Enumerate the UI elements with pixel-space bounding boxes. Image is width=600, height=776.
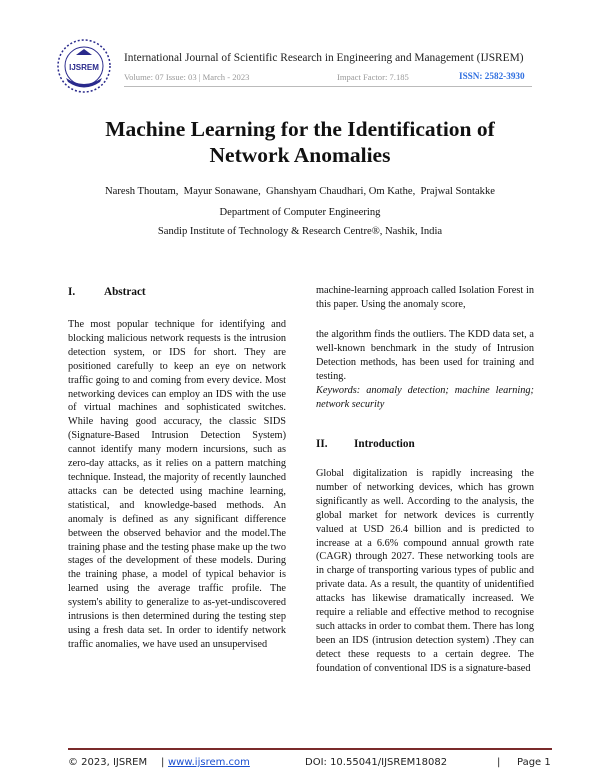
footer-separator-2: |	[497, 757, 501, 768]
abstract-continued-2	[316, 328, 534, 411]
abstract-number: I.	[68, 286, 76, 298]
abstract-heading: Abstract	[104, 286, 146, 298]
journal-title: International Journal of Scientific Research in Engineering and Management (IJSREM)	[124, 52, 524, 64]
footer-rule	[68, 748, 552, 750]
issn: ISSN: 2582-3930	[459, 71, 525, 81]
footer-separator: |	[161, 757, 165, 768]
intro-heading: Introduction	[354, 438, 415, 450]
abstract-continued-text-2: the algorithm finds the outliers. The KDD data set, a well-known benchmark in the study of Intrusion Detection methods, has been used for training and testing.	[316, 329, 534, 382]
intro-body	[316, 467, 534, 676]
abstract-text: The most popular technique for identifying and blocking malicious network requests is the intrusion detection system, or IDS for short. They are positioned carefully to keep an eye on network traffic going to and coming from every device. Most networking devices can employ an IDS with the use of virtual machines and sophisticated switches. While having good accuracy, the classic SIDS (Signature-Based Intrusion Detection System) cannot identify many modern incursions, such as zero-day attacks, as it relies on a pattern matching technique. Instead, the majority of recently launched attacks can be detected using machine learning, statistical, and knowledge-based methods. An anomaly is defined as any significant difference between the observed behavior and the model.The training phase and the testing phase make up the two stages of the development of these models. During the training phase, a model of typical behavior is learned using the average traffic profile. The system's ability to generalize to as-yet-undiscovered intrusions is then determined during the testing step using a fresh data set. In order to identify network traffic anomalies, we have used an unsupervised	[68, 319, 286, 650]
abstract-continued-1	[316, 284, 534, 312]
intro-text: Global digitalization is rapidly increasing the number of networking devices, which has grown significantly as well. According to the analysis, the global market for network devices is currently valued at USD 26.4 billion and is predicted to increase at a 6.6% compound annual growth rate (CAGR) through 2027. These networking tools are in charge of transporting various types of public and private data. As a result, the quantity of unidentified attacks has likewise dramatically increased. We require a reliable and effective method to recognise such attacks in order to combat them. There has long been an IDS (intrusion detection system) .They can detect these requests to a certain degree. The foundation of conventional IDS is a signature-based	[316, 468, 534, 674]
abstract-body	[68, 318, 286, 652]
footer-website[interactable]	[168, 757, 250, 768]
keywords: Keywords: anomaly detection; machine learning; network security	[316, 384, 534, 410]
footer-doi: DOI: 10.55041/IJSREM18082	[305, 757, 448, 768]
volume-issue: Volume: 07 Issue: 03 | March - 2023	[124, 72, 250, 82]
logo-text: IJSREM	[69, 63, 99, 72]
title-line-2: Network Anomalies	[209, 143, 391, 167]
intro-number: II.	[316, 438, 328, 450]
journal-logo	[56, 38, 112, 94]
footer-page: Page 1	[517, 757, 551, 768]
impact-factor: Impact Factor: 7.185	[337, 72, 409, 82]
footer-copyright: © 2023, IJSREM	[68, 757, 148, 768]
title-line-1: Machine Learning for the Identification of	[105, 117, 495, 141]
author-list: Naresh Thoutam, Mayur Sonawane, Ghanshyam Chaudhari, Om Kathe, Prajwal Sontakke	[105, 186, 495, 197]
abstract-continued-text-1: machine-learning approach called Isolation Forest in this paper. Using the anomaly score,	[316, 285, 534, 310]
institute: Sandip Institute of Technology & Research Centre®, Nashik, India	[157, 226, 443, 237]
paper-title	[0, 116, 600, 168]
department: Department of Computer Engineering	[219, 207, 381, 218]
header-rule	[124, 86, 532, 87]
website-link[interactable]: www.ijsrem.com	[168, 757, 250, 768]
